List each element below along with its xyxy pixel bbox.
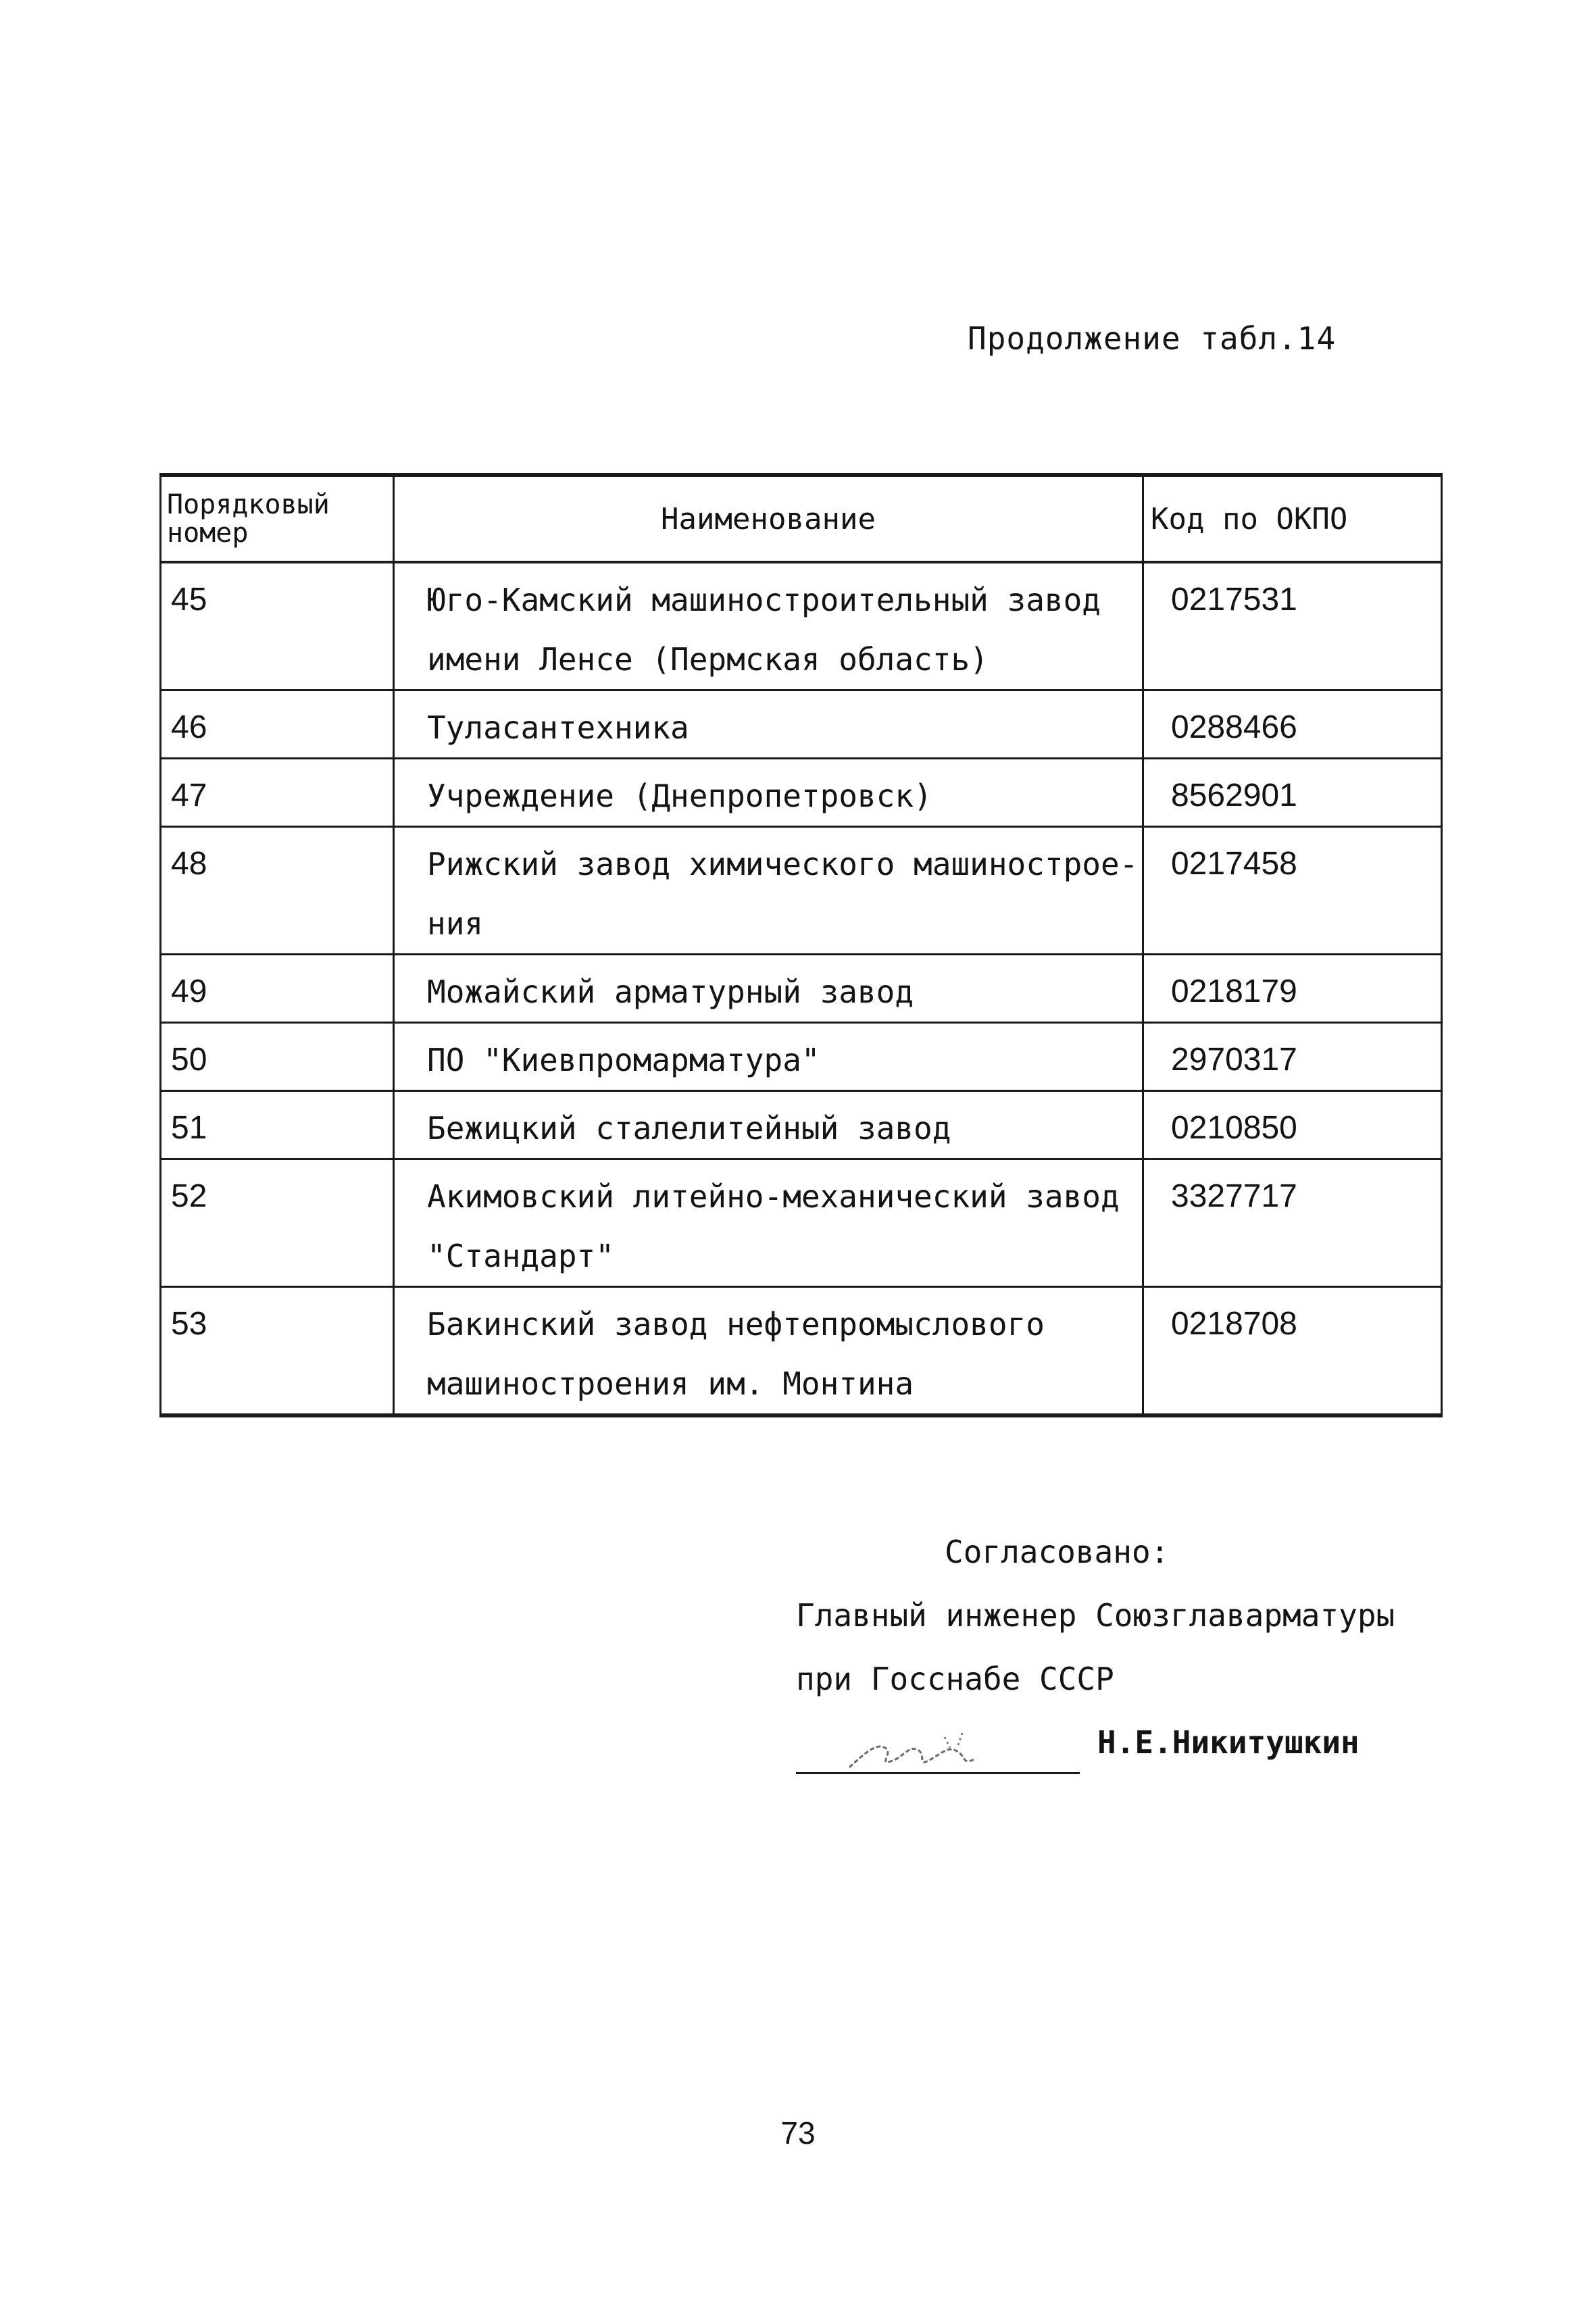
row-number: 48 bbox=[161, 827, 394, 955]
row-name bbox=[394, 690, 1143, 759]
row-number: 52 bbox=[161, 1159, 394, 1287]
approval-heading: Согласовано: bbox=[945, 1534, 1170, 1570]
page-number: 73 bbox=[780, 2115, 816, 2150]
row-number: 46 bbox=[161, 690, 394, 759]
row-name-line: Бежицкий сталелитейный завод bbox=[427, 1110, 951, 1147]
row-number: 53 bbox=[161, 1287, 394, 1416]
table-row bbox=[161, 955, 1442, 1023]
row-name-line: Рижский завод химического машинострое- bbox=[427, 846, 1139, 882]
row-name bbox=[394, 1287, 1143, 1416]
row-name bbox=[394, 1023, 1143, 1091]
row-name bbox=[394, 562, 1143, 690]
row-name-line: Юго-Камский машиностроительный завод bbox=[427, 582, 1101, 618]
row-okpo-code: 0218708 bbox=[1143, 1287, 1442, 1416]
row-name-line: Учреждение (Днепропетровск) bbox=[427, 778, 932, 814]
okpo-table bbox=[159, 473, 1443, 1417]
row-okpo-code: 2970317 bbox=[1143, 1023, 1442, 1091]
row-name-line: имени Ленсе (Пермская область) bbox=[427, 641, 989, 678]
column-header-name: Наименование bbox=[394, 475, 1143, 562]
table-row bbox=[161, 562, 1442, 690]
approver-organization: при Госснабе СССР bbox=[796, 1661, 1114, 1697]
row-okpo-code: 0288466 bbox=[1143, 690, 1442, 759]
row-okpo-code: 0218179 bbox=[1143, 955, 1442, 1023]
column-header-code: Код по ОКПО bbox=[1143, 475, 1442, 562]
row-name-line: "Стандарт" bbox=[427, 1238, 614, 1274]
approver-position: Главный инженер Союзглавармaтуры bbox=[796, 1597, 1395, 1634]
row-okpo-code: 8562901 bbox=[1143, 759, 1442, 827]
row-name bbox=[394, 1091, 1143, 1159]
signature-line bbox=[796, 1711, 1395, 1774]
signature-rule bbox=[796, 1732, 1080, 1774]
row-name-line: Можайский арматурный завод bbox=[427, 974, 914, 1010]
table-header-row bbox=[161, 475, 1442, 562]
row-name bbox=[394, 759, 1143, 827]
column-header-number: Порядковый номер bbox=[161, 475, 394, 562]
okpo-table-container bbox=[159, 473, 1441, 1417]
row-name-line: ния bbox=[427, 905, 484, 942]
table-continuation-caption: Продолжение табл.14 bbox=[968, 320, 1337, 357]
table-row bbox=[161, 690, 1442, 759]
row-name bbox=[394, 955, 1143, 1023]
row-number: 45 bbox=[161, 562, 394, 690]
table-row bbox=[161, 827, 1442, 955]
handwritten-signature-icon bbox=[843, 1728, 1019, 1775]
table-row bbox=[161, 1023, 1442, 1091]
row-okpo-code: 3327717 bbox=[1143, 1159, 1442, 1287]
row-number: 47 bbox=[161, 759, 394, 827]
table-row bbox=[161, 759, 1442, 827]
row-okpo-code: 0217458 bbox=[1143, 827, 1442, 955]
row-name-line: Акимовский литейно-механический завод bbox=[427, 1178, 1120, 1215]
row-number: 50 bbox=[161, 1023, 394, 1091]
approval-block bbox=[796, 1520, 1395, 1774]
row-name-line: ПО "Киевпромарматура" bbox=[427, 1042, 820, 1078]
row-name-line: Бакинский завод нефтепромыслового bbox=[427, 1306, 1045, 1342]
row-okpo-code: 0210850 bbox=[1143, 1091, 1442, 1159]
row-name-line: машиностроения им. Монтина bbox=[427, 1365, 914, 1402]
row-okpo-code: 0217531 bbox=[1143, 562, 1442, 690]
table-row bbox=[161, 1091, 1442, 1159]
row-name bbox=[394, 827, 1143, 955]
table-row bbox=[161, 1287, 1442, 1416]
table-row bbox=[161, 1159, 1442, 1287]
row-number: 51 bbox=[161, 1091, 394, 1159]
row-number: 49 bbox=[161, 955, 394, 1023]
signatory-name: Н.Е.Никитушкин bbox=[1097, 1724, 1360, 1761]
row-name bbox=[394, 1159, 1143, 1287]
row-name-line: Туласантехника bbox=[427, 709, 689, 746]
